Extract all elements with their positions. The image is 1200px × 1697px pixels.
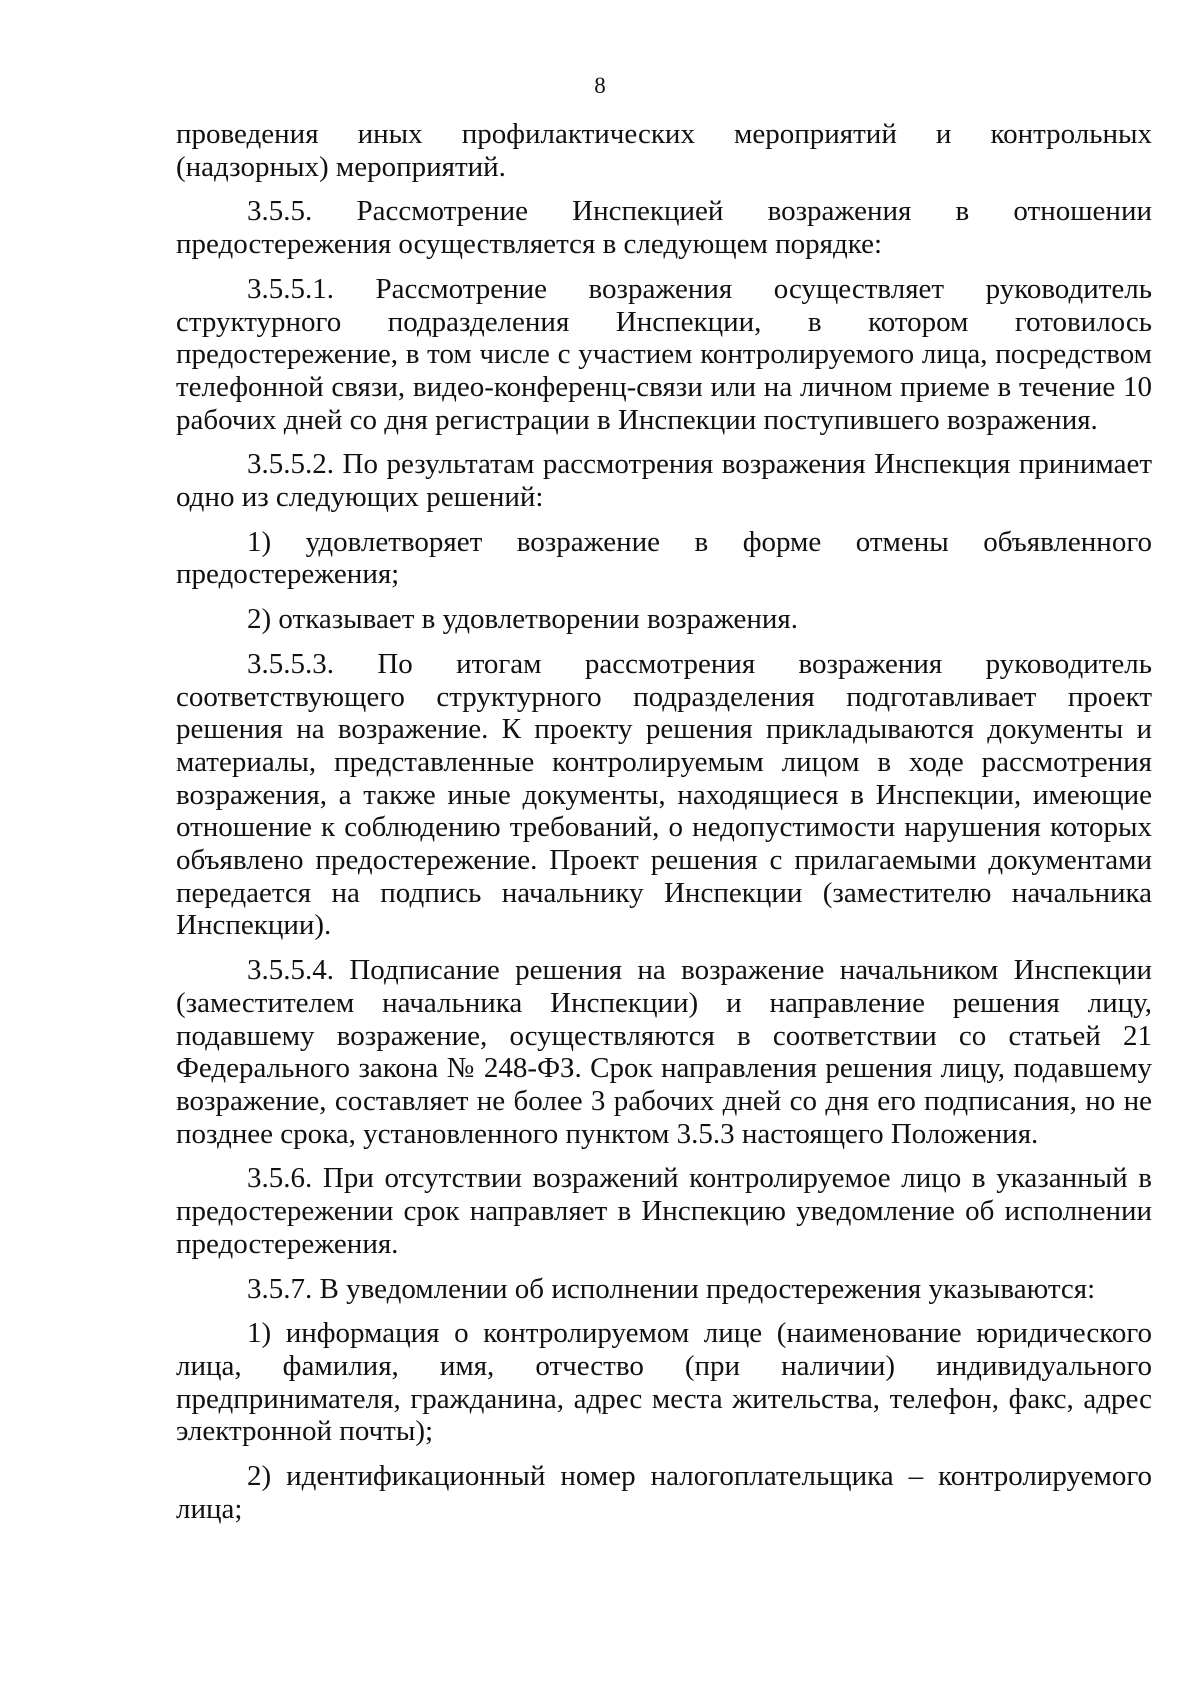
paragraph-continuation: проведения иных профилактических мероприятий и контрольных (надзорных) мероприятий. bbox=[176, 118, 1152, 183]
paragraph-3-5-5: 3.5.5. Рассмотрение Инспекцией возражения в отношении предостережения осуществляется в следующем порядке: bbox=[176, 195, 1152, 261]
paragraph-3-5-7: 3.5.7. В уведомлении об исполнении предостережения указываются: bbox=[247, 1272, 1096, 1305]
paragraph-3-5-5-1: 3.5.5.1. Рассмотрение возражения осуществляет руководитель структурного подразделения Инспекции, в котором готовилось предостережение, в том числе с участием контролируемого лица, посредством телефонной связи, видео-конференц-связи или на личном приеме в течение 10 рабочих дней со дня регистрации в Инспекции поступившего возражения. bbox=[176, 272, 1152, 436]
paragraph-3-5-6: 3.5.6. При отсутствии возражений контролируемое лицо в указанный в предостережении срок направляет в Инспекцию уведомление об исполнении предостережения. bbox=[176, 1162, 1152, 1260]
paragraph-item-1: 1) информация о контролируемом лице (наименование юридического лица, фамилия, имя, отчество (при наличии) индивидуального предпринимателя, гражданина, адрес места жительства, телефон, факс, адрес электронной почты); bbox=[176, 1317, 1152, 1448]
paragraph-3-5-5-2: 3.5.5.2. По результатам рассмотрения возражения Инспекция принимает одно из следующих решений: bbox=[176, 448, 1152, 514]
paragraph-decision-2: 2) отказывает в удовлетворении возражения. bbox=[247, 603, 798, 636]
paragraph-3-5-5-4: 3.5.5.4. Подписание решения на возражение начальником Инспекции (заместителем начальника Инспекции) и направление решения лицу, подавшему возражение, осуществляются в соответствии со статьей 21 Федерального закона № 248-ФЗ. Срок направления решения лицу, подавшему возражение, составляет не более 3 рабочих дней со дня его подписания, но не позднее срока, установленного пунктом 3.5.3 настоящего Положения. bbox=[176, 954, 1152, 1150]
document-body bbox=[176, 118, 1152, 1537]
paragraph-3-5-5-3: 3.5.5.3. По итогам рассмотрения возражения руководитель соответствующего структурного подразделения подготавливает проект решения на возражение. К проекту решения прикладываются документы и материалы, представленные контролируемым лицом в ходе рассмотрения возражения, а также иные документы, находящиеся в Инспекции, имеющие отношение к соблюдению требований, о недопустимости нарушения которых объявлено предостережение. Проект решения с прилагаемыми документами передается на подпись начальнику Инспекции (заместителю начальника Инспекции). bbox=[176, 647, 1152, 942]
paragraph-decision-1: 1) удовлетворяет возражение в форме отмены объявленного предостережения; bbox=[176, 525, 1152, 591]
paragraph-item-2: 2) идентификационный номер налогоплательщика – контролируемого лица; bbox=[176, 1460, 1152, 1525]
page-number: 8 bbox=[594, 73, 606, 98]
